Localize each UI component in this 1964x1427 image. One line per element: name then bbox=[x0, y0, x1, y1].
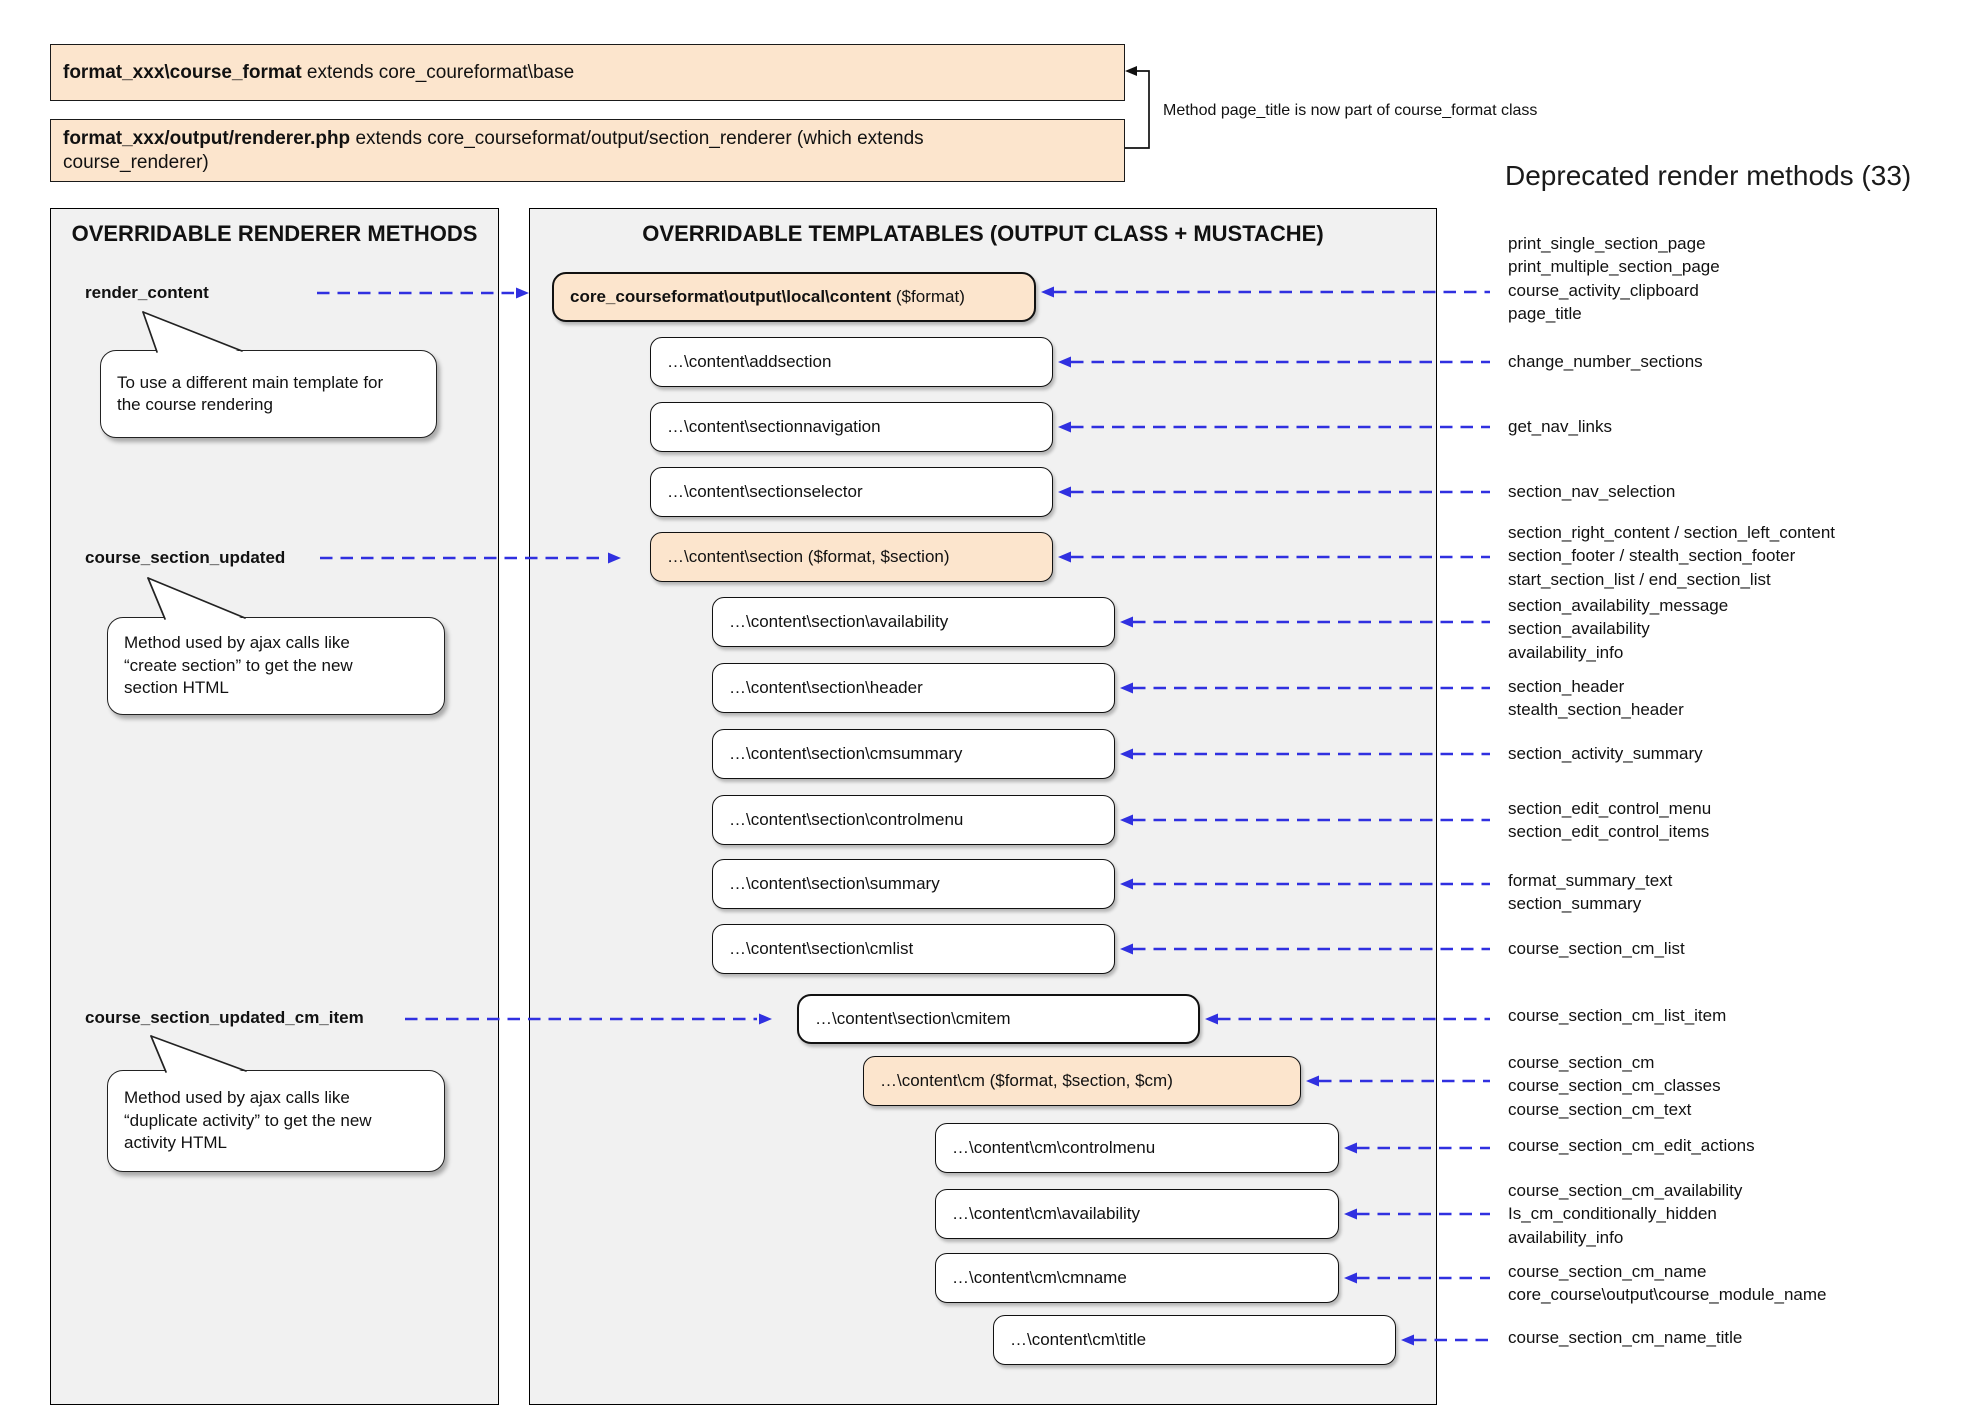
deprecated-method: stealth_section_header bbox=[1508, 700, 1684, 720]
deprecated-group bbox=[1508, 480, 1675, 503]
templatable-box-label: …\content\section ($format, $section) bbox=[667, 547, 950, 566]
renderer-class-rest: extends core_courseformat/output/section_renderer (which extends bbox=[350, 127, 924, 149]
deprecated-method: course_section_cm_list_item bbox=[1508, 1006, 1727, 1025]
templatable-box-section-cmsummary bbox=[712, 729, 1115, 779]
method-label-course-section-updated-cm-item: course_section_updated_cm_item bbox=[85, 1008, 364, 1027]
deprecated-group bbox=[1508, 1051, 1721, 1121]
templatable-box-label: …\content\sectionselector bbox=[667, 482, 863, 501]
deprecated-method: format_summary_text bbox=[1508, 871, 1673, 890]
deprecated-method: course_activity_clipboard bbox=[1508, 280, 1699, 300]
deprecated-method: page_title bbox=[1508, 304, 1582, 324]
deprecated-method: course_section_cm_availability bbox=[1508, 1181, 1743, 1200]
course-format-class-rest: extends core_coureformat\base bbox=[301, 61, 575, 83]
note-line: Method used by ajax calls like bbox=[124, 1088, 350, 1108]
deprecated-method: section_right_content / section_left_content bbox=[1508, 523, 1835, 542]
templatable-box-sectionnavigation bbox=[650, 402, 1053, 452]
deprecated-group bbox=[1508, 232, 1720, 326]
deprecated-title: Deprecated render methods (33) bbox=[1505, 160, 1912, 191]
templatable-box-label: …\content\addsection bbox=[667, 352, 832, 371]
bracket-connector bbox=[1125, 66, 1149, 148]
templatable-box-section-cmlist bbox=[712, 924, 1115, 974]
course-format-class-box bbox=[50, 44, 1125, 101]
note-bubble-render-content bbox=[100, 350, 437, 438]
deprecated-group bbox=[1508, 675, 1684, 722]
templatable-box-sectionselector bbox=[650, 467, 1053, 517]
note-bubble-course-section-updated-cm-item bbox=[107, 1070, 445, 1172]
deprecated-method: section_activity_summary bbox=[1508, 744, 1703, 763]
renderer-class-box bbox=[50, 119, 1125, 182]
deprecated-method: course_section_cm_name bbox=[1508, 1262, 1707, 1281]
deprecated-method: section_footer / stealth_section_footer bbox=[1508, 546, 1796, 566]
deprecated-group bbox=[1508, 1260, 1826, 1307]
templatable-box-label: …\content\section\header bbox=[729, 678, 923, 697]
deprecated-method: section_edit_control_menu bbox=[1508, 799, 1712, 818]
templatable-box-addsection bbox=[650, 337, 1053, 387]
renderer-methods-panel-title: OVERRIDABLE RENDERER METHODS bbox=[71, 221, 478, 246]
deprecated-group bbox=[1508, 1179, 1742, 1249]
deprecated-group bbox=[1508, 415, 1612, 438]
templatable-box-cm-cmname bbox=[935, 1253, 1339, 1303]
templatable-box-content-args: ($format) bbox=[891, 287, 965, 306]
deprecated-method: change_number_sections bbox=[1508, 352, 1703, 371]
templatable-box-section-summary bbox=[712, 859, 1115, 909]
templatable-box-section-controlmenu bbox=[712, 795, 1115, 845]
bracket-arrowhead-icon bbox=[1125, 66, 1137, 76]
note-line: section HTML bbox=[124, 678, 229, 698]
deprecated-group bbox=[1508, 742, 1703, 765]
deprecated-group bbox=[1508, 594, 1728, 664]
note-line: To use a different main template for bbox=[117, 372, 384, 392]
templatable-box-cm bbox=[863, 1056, 1301, 1106]
templatable-box-label: …\content\section\summary bbox=[729, 874, 940, 893]
renderer-class-name: format_xxx/output/renderer.php bbox=[63, 127, 351, 149]
deprecated-method: section_edit_control_items bbox=[1508, 822, 1710, 842]
templatable-box-label: …\content\cm\availability bbox=[952, 1204, 1141, 1223]
deprecated-method: section_summary bbox=[1508, 894, 1642, 914]
deprecated-method: course_section_cm bbox=[1508, 1053, 1655, 1072]
deprecated-method: print_multiple_section_page bbox=[1508, 257, 1720, 277]
note-line: the course rendering bbox=[117, 395, 273, 414]
templatable-box-section-availability bbox=[712, 597, 1115, 647]
templatable-box-cm-availability bbox=[935, 1189, 1339, 1239]
note-bubble-course-section-updated bbox=[107, 617, 445, 715]
templatable-box-cm-title bbox=[993, 1315, 1396, 1365]
templatable-box-label: …\content\cm ($format, $section, $cm) bbox=[880, 1071, 1173, 1090]
deprecated-method: availability_info bbox=[1508, 1227, 1624, 1247]
templatable-box-label: …\content\sectionnavigation bbox=[667, 417, 881, 436]
arrowhead-icon bbox=[516, 288, 529, 299]
deprecated-group bbox=[1508, 797, 1711, 844]
templatable-box-label: …\content\cm\controlmenu bbox=[952, 1138, 1156, 1157]
templatable-box-content bbox=[552, 272, 1036, 322]
deprecated-group bbox=[1508, 937, 1685, 960]
templatable-box-label: …\content\section\cmitem bbox=[815, 1009, 1011, 1028]
deprecated-group bbox=[1508, 521, 1835, 591]
deprecated-method: section_header bbox=[1508, 677, 1625, 696]
deprecated-group bbox=[1508, 869, 1672, 916]
method-label-course-section-updated: course_section_updated bbox=[85, 548, 286, 567]
note-line: “create section” to get the new bbox=[124, 655, 353, 675]
deprecated-method: start_section_list / end_section_list bbox=[1508, 569, 1771, 589]
deprecated-method: Is_cm_conditionally_hidden bbox=[1508, 1204, 1717, 1224]
deprecated-method: availability_info bbox=[1508, 642, 1624, 662]
deprecated-method: course_section_cm_edit_actions bbox=[1508, 1136, 1755, 1155]
deprecated-group bbox=[1508, 350, 1703, 373]
method-label-render-content: render_content bbox=[85, 283, 209, 302]
templatable-box-section-cmitem bbox=[797, 994, 1200, 1044]
templatable-box-section-header bbox=[712, 663, 1115, 713]
templatables-panel-title: OVERRIDABLE TEMPLATABLES (OUTPUT CLASS + MUSTACHE) bbox=[642, 221, 1324, 246]
templatable-box-content-class: core_courseformat\output\local\content bbox=[570, 287, 892, 306]
deprecated-group bbox=[1508, 1134, 1755, 1157]
templatable-box-label: …\content\section\cmsummary bbox=[729, 744, 963, 763]
course-format-class-name: format_xxx\course_format bbox=[63, 61, 302, 83]
deprecated-method: course_section_cm_name_title bbox=[1508, 1328, 1743, 1347]
deprecated-method: get_nav_links bbox=[1508, 417, 1612, 436]
templatable-box-section bbox=[650, 532, 1053, 582]
note-line: Method used by ajax calls like bbox=[124, 633, 350, 653]
templatable-box-cm-controlmenu bbox=[935, 1123, 1339, 1173]
deprecated-method: section_availability bbox=[1508, 619, 1650, 639]
templatable-box-label: …\content\cm\title bbox=[1010, 1330, 1147, 1349]
note-line: activity HTML bbox=[124, 1133, 227, 1153]
deprecated-method: course_section_cm_text bbox=[1508, 1099, 1692, 1119]
deprecated-method: core_course\output\course_module_name bbox=[1508, 1285, 1827, 1305]
renderer-class-rest-line2: course_renderer) bbox=[63, 151, 209, 173]
deprecated-method: print_single_section_page bbox=[1508, 234, 1706, 253]
note-line: “duplicate activity” to get the new bbox=[124, 1110, 372, 1130]
deprecated-method: course_section_cm_classes bbox=[1508, 1076, 1721, 1096]
deprecated-method: course_section_cm_list bbox=[1508, 939, 1685, 958]
page-title-note: Method page_title is now part of course_format class bbox=[1163, 102, 1538, 119]
deprecated-method: section_availability_message bbox=[1508, 596, 1729, 615]
templatable-box-label: …\content\cm\cmname bbox=[952, 1268, 1127, 1287]
deprecated-group bbox=[1508, 1004, 1726, 1027]
deprecated-method: section_nav_selection bbox=[1508, 482, 1676, 501]
templatable-box-label: …\content\section\availability bbox=[729, 612, 949, 631]
templatable-box-label: …\content\section\controlmenu bbox=[729, 810, 964, 829]
deprecated-group bbox=[1508, 1326, 1742, 1349]
templatable-box-label: …\content\section\cmlist bbox=[729, 939, 914, 958]
